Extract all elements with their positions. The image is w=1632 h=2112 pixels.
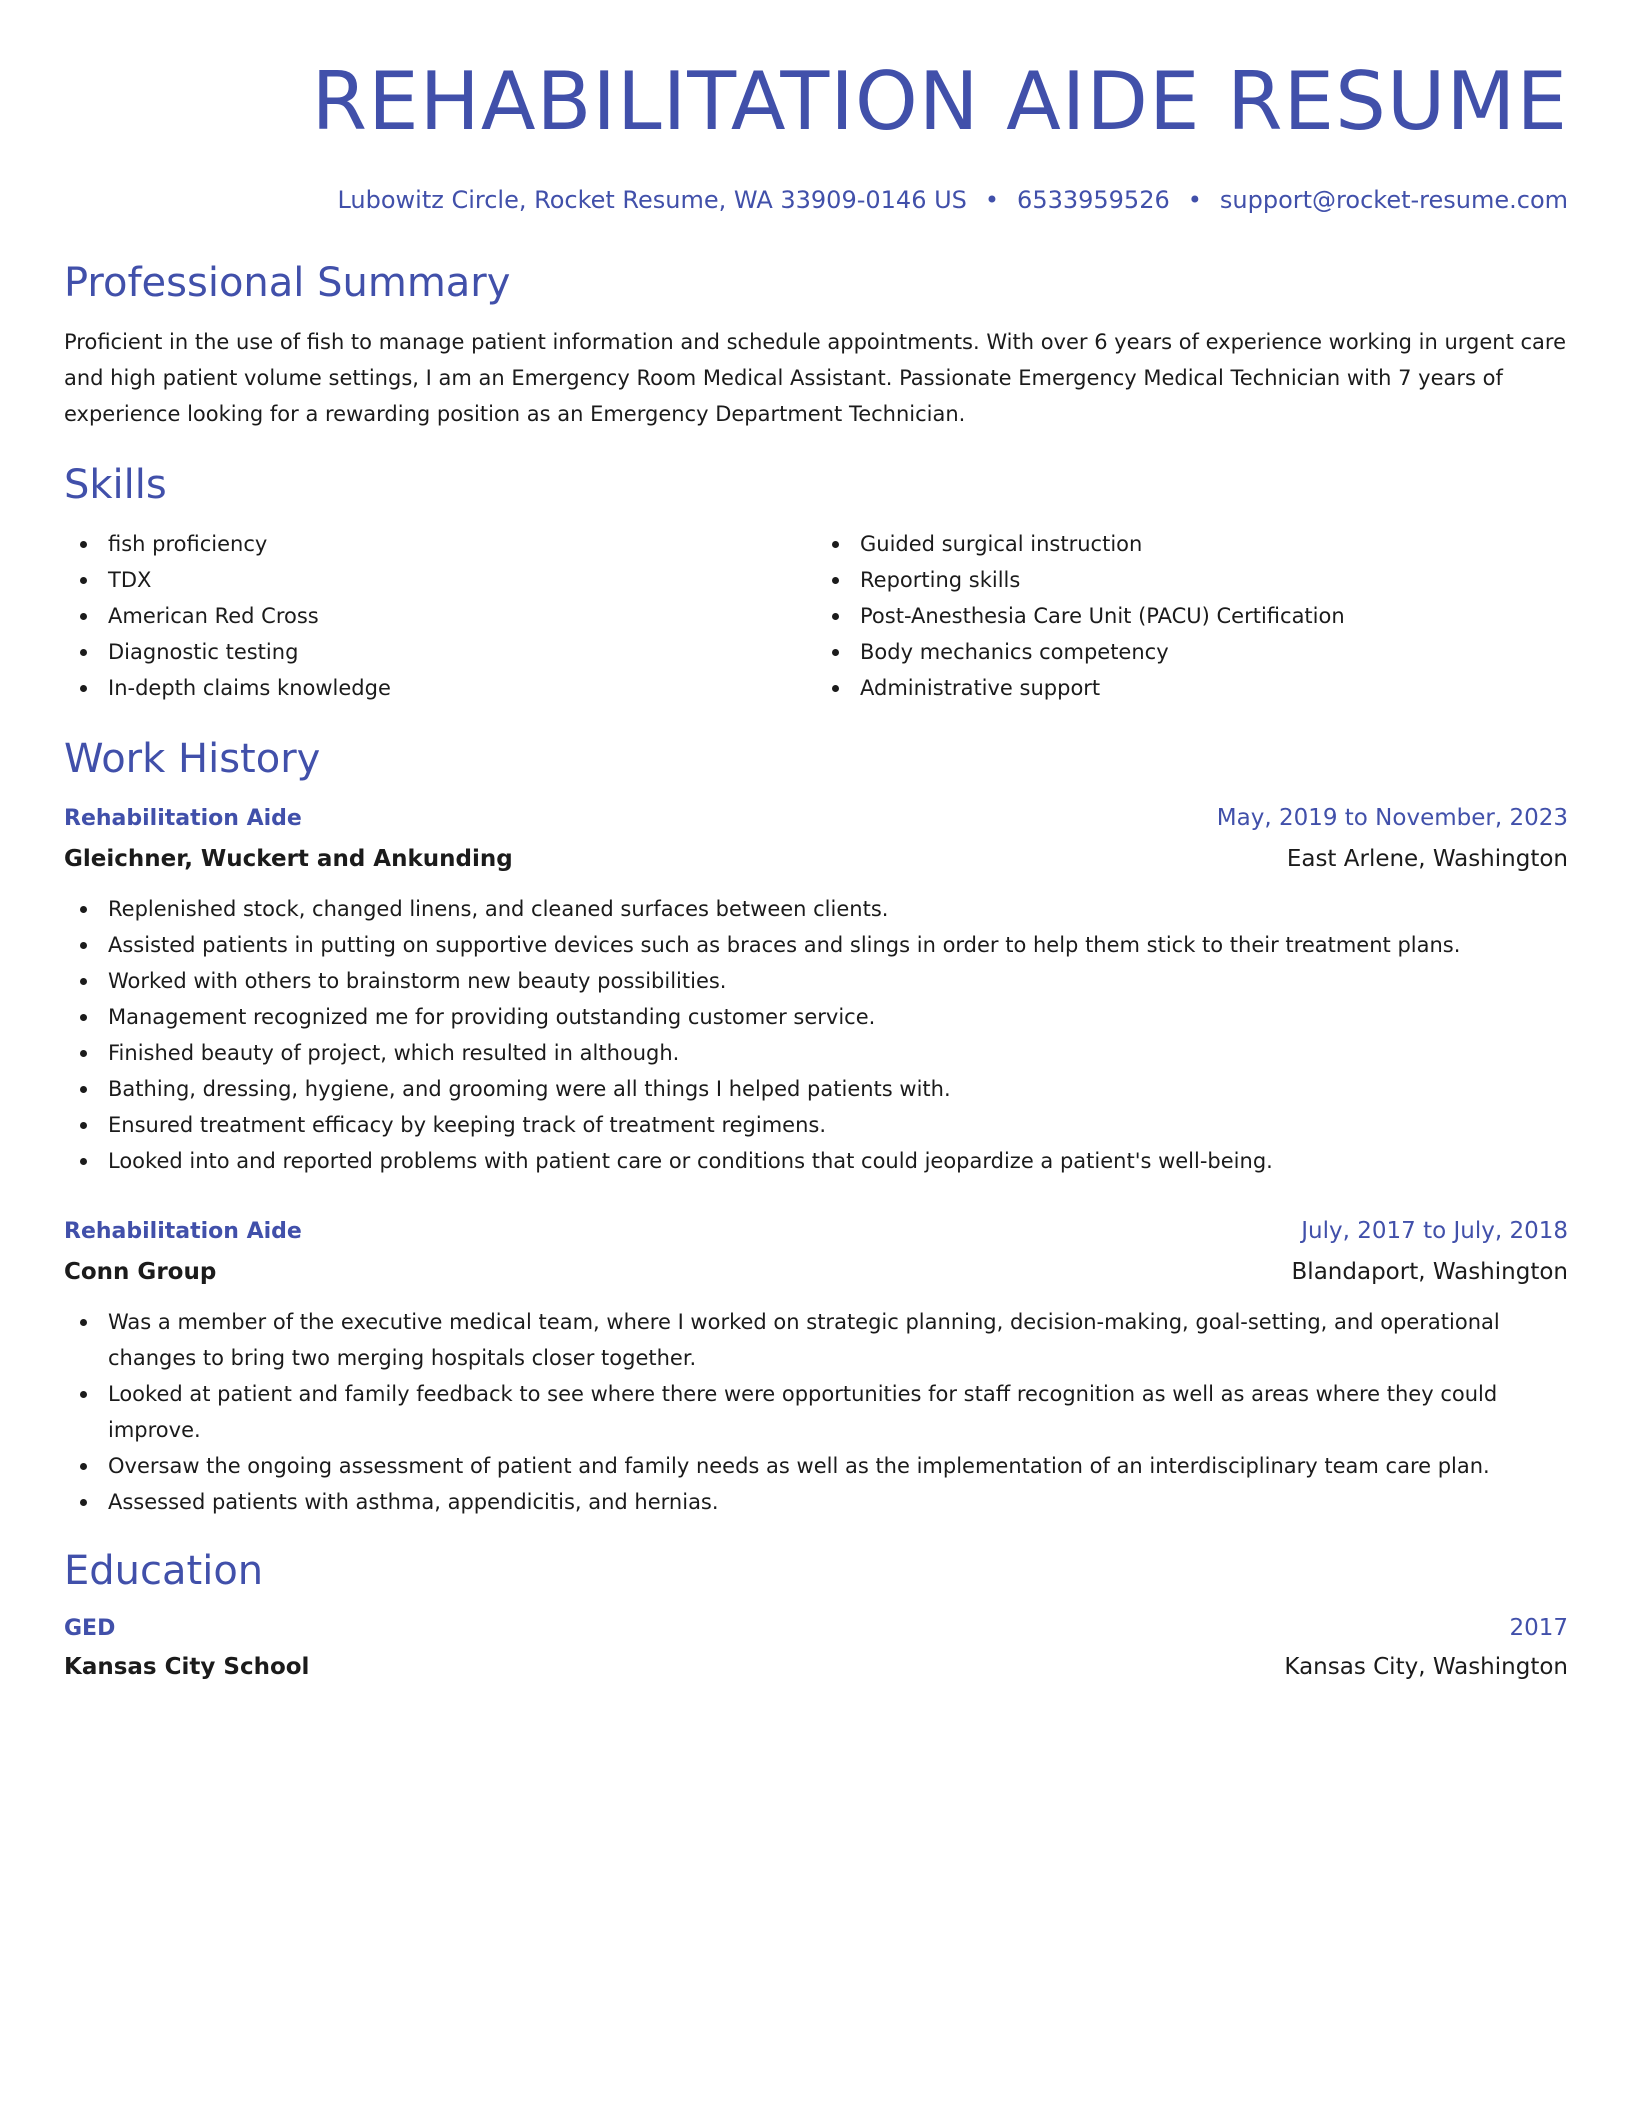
job-duty: Looked at patient and family feedback to see where there were opportunities for staff recognition as well as areas where they could improve. xyxy=(64,1376,1568,1448)
education-header-row xyxy=(64,1610,1568,1647)
skill-item: Guided surgical instruction xyxy=(816,526,1568,562)
summary-text: Proficient in the use of fish to manage patient information and schedule appointments. With over 6 years of experience working in urgent care and high patient volume settings, I am an Emergency Room Medical Assistant. Passionate Emergency Medical Technician with 7 years of experience looking for a rewarding position as an Emergency Department Technician. xyxy=(64,330,1567,426)
education-school: Kansas City School xyxy=(64,1654,310,1680)
resume-header xyxy=(64,0,1568,216)
job-role: Rehabilitation Aide xyxy=(64,806,302,831)
education-section xyxy=(64,1546,1568,1685)
job-entry xyxy=(64,1213,1568,1520)
skill-item: Body mechanics competency xyxy=(816,634,1568,670)
job-company-row xyxy=(64,837,1568,877)
job-duty: Ensured treatment efficacy by keeping track of treatment regimens. xyxy=(64,1107,1568,1143)
skill-item: Administrative support xyxy=(816,670,1568,706)
contact-separator: • xyxy=(984,186,1000,214)
contact-email[interactable]: support@rocket-resume.com xyxy=(1219,186,1568,214)
skill-item: TDX xyxy=(64,562,816,598)
education-year: 2017 xyxy=(1509,1615,1568,1641)
job-location: Blandaport, Washington xyxy=(1291,1259,1568,1285)
job-company-row xyxy=(64,1250,1568,1290)
section-heading-education: Education xyxy=(64,1548,264,1594)
skills-list-right xyxy=(816,526,1568,706)
skill-item: fish proficiency xyxy=(64,526,816,562)
contact-line xyxy=(64,184,1568,216)
skill-item: Post-Anesthesia Care Unit (PACU) Certification xyxy=(816,598,1568,634)
skills-columns xyxy=(64,526,1568,706)
professional-summary-section xyxy=(64,258,1568,432)
education-entry xyxy=(64,1610,1568,1685)
skills-section xyxy=(64,460,1568,706)
section-heading-work-history: Work History xyxy=(64,736,321,782)
job-duty: Assisted patients in putting on supportive devices such as braces and slings in order to help them stick to their treatment plans. xyxy=(64,927,1568,963)
skill-item: Diagnostic testing xyxy=(64,634,816,670)
job-duty: Worked with others to brainstorm new beauty possibilities. xyxy=(64,963,1568,999)
job-duty: Replenished stock, changed linens, and cleaned surfaces between clients. xyxy=(64,891,1568,927)
job-duties-list xyxy=(64,1304,1568,1520)
work-history-section xyxy=(64,734,1568,1520)
section-heading-summary: Professional Summary xyxy=(64,260,511,306)
education-school-row xyxy=(64,1647,1568,1685)
skill-item: Reporting skills xyxy=(816,562,1568,598)
contact-phone: 6533959526 xyxy=(1017,186,1170,214)
education-location: Kansas City, Washington xyxy=(1284,1654,1568,1680)
job-dates: July, 2017 to July, 2018 xyxy=(1301,1218,1568,1244)
section-heading-skills: Skills xyxy=(64,462,167,508)
education-degree: GED xyxy=(64,1616,116,1641)
skill-item: American Red Cross xyxy=(64,598,816,634)
resume-title: REHABILITATION AIDE RESUME xyxy=(311,55,1568,148)
contact-separator: • xyxy=(1187,186,1202,214)
job-header-row xyxy=(64,800,1568,837)
skill-item: In-depth claims knowledge xyxy=(64,670,816,706)
job-location: East Arlene, Washington xyxy=(1286,846,1568,872)
job-duties-list xyxy=(64,891,1568,1179)
job-duty: Finished beauty of project, which resulted in although. xyxy=(64,1035,1568,1071)
job-duty: Looked into and reported problems with patient care or conditions that could jeopardize a patient's well-being. xyxy=(64,1143,1568,1179)
contact-address: Lubowitz Circle, Rocket Resume, WA 33909-0146 US xyxy=(337,186,967,214)
job-role: Rehabilitation Aide xyxy=(64,1219,302,1244)
job-duty: Was a member of the executive medical team, where I worked on strategic planning, decision-making, goal-setting, and operational changes to bring two merging hospitals closer together. xyxy=(64,1304,1568,1376)
job-entry xyxy=(64,800,1568,1179)
job-dates: May, 2019 to November, 2023 xyxy=(1216,805,1568,831)
job-header-row xyxy=(64,1213,1568,1250)
skills-list-left xyxy=(64,526,816,706)
job-duty: Management recognized me for providing outstanding customer service. xyxy=(64,999,1568,1035)
job-company: Conn Group xyxy=(64,1259,217,1285)
job-company: Gleichner, Wuckert and Ankunding xyxy=(64,846,513,872)
job-duty: Bathing, dressing, hygiene, and grooming were all things I helped patients with. xyxy=(64,1071,1568,1107)
job-duty: Assessed patients with asthma, appendicitis, and hernias. xyxy=(64,1484,1568,1520)
job-duty: Oversaw the ongoing assessment of patient and family needs as well as the implementation of an interdisciplinary team care plan. xyxy=(64,1448,1568,1484)
